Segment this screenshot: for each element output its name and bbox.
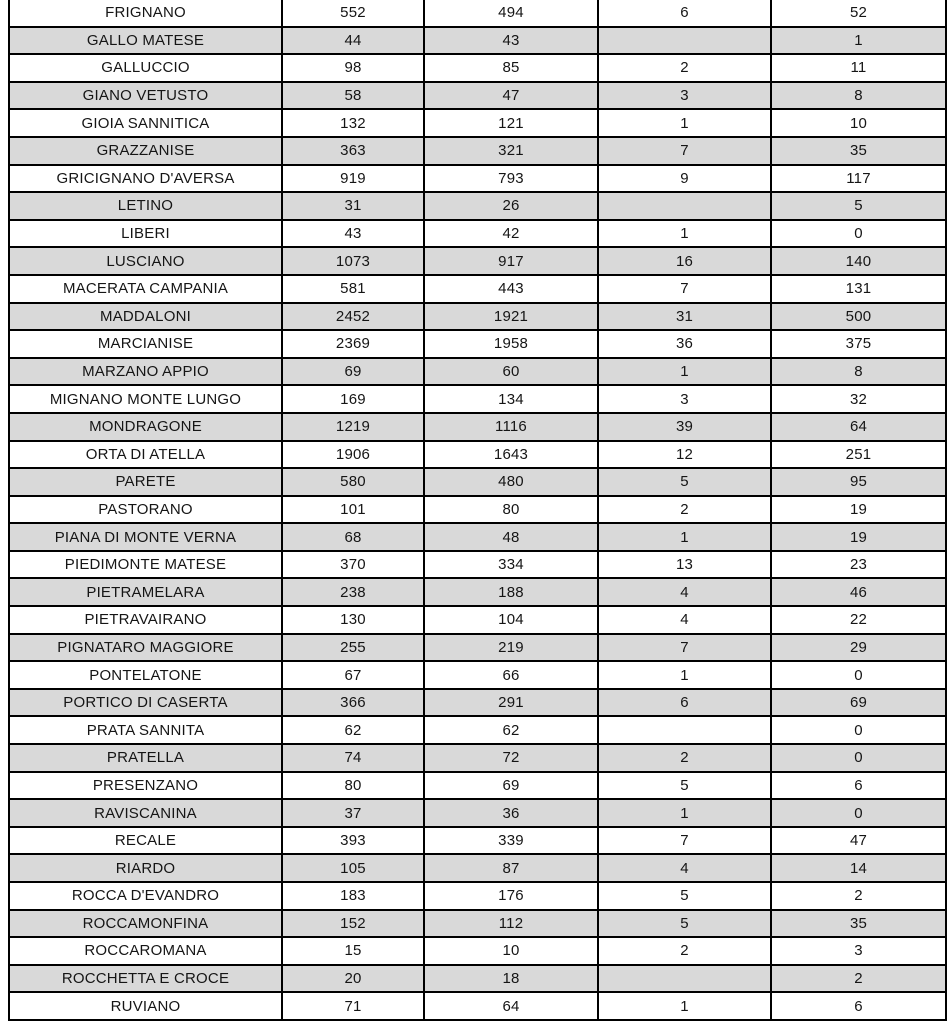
value-cell: 20: [282, 965, 424, 993]
value-cell: 101: [282, 496, 424, 524]
municipality-name-cell: MARZANO APPIO: [9, 358, 282, 386]
municipality-name-cell: PASTORANO: [9, 496, 282, 524]
value-cell: 9: [598, 165, 771, 193]
value-cell: 0: [771, 661, 946, 689]
table-row: [9, 716, 946, 744]
value-cell: 251: [771, 441, 946, 469]
table-row: [9, 385, 946, 413]
value-cell: 48: [424, 523, 598, 551]
value-cell: 36: [598, 330, 771, 358]
value-cell: 12: [598, 441, 771, 469]
municipality-name-cell: GALLO MATESE: [9, 27, 282, 55]
municipality-data-table: [8, 0, 947, 1021]
value-cell: 793: [424, 165, 598, 193]
value-cell: 72: [424, 744, 598, 772]
value-cell: 131: [771, 275, 946, 303]
table-row: [9, 330, 946, 358]
municipality-name-cell: PIANA DI MONTE VERNA: [9, 523, 282, 551]
value-cell: 69: [771, 689, 946, 717]
table-row: [9, 54, 946, 82]
value-cell: 255: [282, 634, 424, 662]
value-cell: 4: [598, 854, 771, 882]
municipality-name-cell: ROCCHETTA E CROCE: [9, 965, 282, 993]
value-cell: 31: [598, 303, 771, 331]
municipality-name-cell: RIARDO: [9, 854, 282, 882]
table-row: [9, 606, 946, 634]
municipality-name-cell: PIETRAVAIRANO: [9, 606, 282, 634]
value-cell: 66: [424, 661, 598, 689]
value-cell: 2: [771, 965, 946, 993]
value-cell: 1: [771, 27, 946, 55]
value-cell: 1: [598, 523, 771, 551]
value-cell: 1958: [424, 330, 598, 358]
municipality-name-cell: GIANO VETUSTO: [9, 82, 282, 110]
value-cell: 134: [424, 385, 598, 413]
value-cell: 60: [424, 358, 598, 386]
value-cell: 183: [282, 882, 424, 910]
value-cell: 8: [771, 358, 946, 386]
value-cell: 16: [598, 247, 771, 275]
value-cell: 5: [598, 772, 771, 800]
table-row: [9, 496, 946, 524]
value-cell: 2369: [282, 330, 424, 358]
value-cell: 152: [282, 910, 424, 938]
municipality-name-cell: RAVISCANINA: [9, 799, 282, 827]
value-cell: 68: [282, 523, 424, 551]
value-cell: [598, 965, 771, 993]
value-cell: 105: [282, 854, 424, 882]
municipality-name-cell: LETINO: [9, 192, 282, 220]
table-row: [9, 275, 946, 303]
value-cell: 2: [598, 744, 771, 772]
table-row: [9, 661, 946, 689]
municipality-name-cell: ROCCA D'EVANDRO: [9, 882, 282, 910]
municipality-name-cell: ROCCAROMANA: [9, 937, 282, 965]
municipality-name-cell: GALLUCCIO: [9, 54, 282, 82]
value-cell: 5: [598, 468, 771, 496]
value-cell: 7: [598, 137, 771, 165]
value-cell: 2: [598, 54, 771, 82]
value-cell: 2: [598, 496, 771, 524]
value-cell: 0: [771, 799, 946, 827]
value-cell: 6: [771, 992, 946, 1020]
value-cell: 52: [771, 0, 946, 27]
value-cell: 169: [282, 385, 424, 413]
value-cell: 112: [424, 910, 598, 938]
table-row: [9, 772, 946, 800]
table-row: [9, 82, 946, 110]
value-cell: 1116: [424, 413, 598, 441]
municipality-name-cell: MIGNANO MONTE LUNGO: [9, 385, 282, 413]
value-cell: 1906: [282, 441, 424, 469]
table-row: [9, 247, 946, 275]
value-cell: 5: [598, 882, 771, 910]
value-cell: 1: [598, 799, 771, 827]
municipality-name-cell: MARCIANISE: [9, 330, 282, 358]
value-cell: 500: [771, 303, 946, 331]
value-cell: 0: [771, 220, 946, 248]
value-cell: 132: [282, 109, 424, 137]
value-cell: 80: [424, 496, 598, 524]
value-cell: 8: [771, 82, 946, 110]
municipality-name-cell: RUVIANO: [9, 992, 282, 1020]
value-cell: 6: [598, 0, 771, 27]
table-row: [9, 965, 946, 993]
value-cell: 11: [771, 54, 946, 82]
value-cell: [598, 716, 771, 744]
value-cell: 39: [598, 413, 771, 441]
table-row: [9, 523, 946, 551]
value-cell: 98: [282, 54, 424, 82]
table-row: [9, 0, 946, 27]
value-cell: 919: [282, 165, 424, 193]
value-cell: 321: [424, 137, 598, 165]
value-cell: 47: [424, 82, 598, 110]
value-cell: 44: [282, 27, 424, 55]
value-cell: 47: [771, 827, 946, 855]
value-cell: 104: [424, 606, 598, 634]
value-cell: 80: [282, 772, 424, 800]
table-row: [9, 578, 946, 606]
table-row: [9, 109, 946, 137]
table-row: [9, 165, 946, 193]
value-cell: 1073: [282, 247, 424, 275]
value-cell: 42: [424, 220, 598, 248]
municipality-name-cell: PARETE: [9, 468, 282, 496]
municipality-name-cell: PIEDIMONTE MATESE: [9, 551, 282, 579]
value-cell: 580: [282, 468, 424, 496]
table-row: [9, 413, 946, 441]
value-cell: 2: [598, 937, 771, 965]
value-cell: 1643: [424, 441, 598, 469]
municipality-name-cell: GRICIGNANO D'AVERSA: [9, 165, 282, 193]
value-cell: 1921: [424, 303, 598, 331]
municipality-name-cell: GRAZZANISE: [9, 137, 282, 165]
value-cell: 74: [282, 744, 424, 772]
value-cell: 2452: [282, 303, 424, 331]
municipality-name-cell: MADDALONI: [9, 303, 282, 331]
table-row: [9, 854, 946, 882]
value-cell: 1: [598, 661, 771, 689]
value-cell: 15: [282, 937, 424, 965]
value-cell: 37: [282, 799, 424, 827]
value-cell: 36: [424, 799, 598, 827]
value-cell: 29: [771, 634, 946, 662]
value-cell: 363: [282, 137, 424, 165]
value-cell: 480: [424, 468, 598, 496]
table-row: [9, 441, 946, 469]
value-cell: 19: [771, 496, 946, 524]
value-cell: 87: [424, 854, 598, 882]
value-cell: 130: [282, 606, 424, 634]
value-cell: 43: [282, 220, 424, 248]
value-cell: 917: [424, 247, 598, 275]
table-row: [9, 192, 946, 220]
table-row: [9, 882, 946, 910]
value-cell: 69: [282, 358, 424, 386]
value-cell: 13: [598, 551, 771, 579]
value-cell: 23: [771, 551, 946, 579]
municipality-name-cell: FRIGNANO: [9, 0, 282, 27]
value-cell: 3: [598, 385, 771, 413]
value-cell: 3: [771, 937, 946, 965]
value-cell: 1: [598, 220, 771, 248]
value-cell: 32: [771, 385, 946, 413]
value-cell: 4: [598, 606, 771, 634]
table-row: [9, 799, 946, 827]
table-row: [9, 27, 946, 55]
table-row: [9, 689, 946, 717]
value-cell: 7: [598, 275, 771, 303]
value-cell: 366: [282, 689, 424, 717]
value-cell: 62: [424, 716, 598, 744]
table-row: [9, 303, 946, 331]
value-cell: 4: [598, 578, 771, 606]
value-cell: 1: [598, 992, 771, 1020]
municipality-name-cell: GIOIA SANNITICA: [9, 109, 282, 137]
table-row: [9, 744, 946, 772]
municipality-name-cell: PIGNATARO MAGGIORE: [9, 634, 282, 662]
municipality-name-cell: LIBERI: [9, 220, 282, 248]
value-cell: 67: [282, 661, 424, 689]
value-cell: 117: [771, 165, 946, 193]
municipality-name-cell: PIETRAMELARA: [9, 578, 282, 606]
value-cell: 7: [598, 634, 771, 662]
value-cell: 64: [771, 413, 946, 441]
value-cell: 71: [282, 992, 424, 1020]
table-row: [9, 358, 946, 386]
value-cell: 219: [424, 634, 598, 662]
municipality-name-cell: PORTICO DI CASERTA: [9, 689, 282, 717]
value-cell: 3: [598, 82, 771, 110]
table-row: [9, 910, 946, 938]
municipality-name-cell: ORTA DI ATELLA: [9, 441, 282, 469]
value-cell: 18: [424, 965, 598, 993]
value-cell: 339: [424, 827, 598, 855]
value-cell: 0: [771, 716, 946, 744]
value-cell: 14: [771, 854, 946, 882]
municipality-name-cell: ROCCAMONFINA: [9, 910, 282, 938]
value-cell: 494: [424, 0, 598, 27]
municipality-table-container: [8, 0, 945, 1021]
value-cell: 393: [282, 827, 424, 855]
municipality-name-cell: MACERATA CAMPANIA: [9, 275, 282, 303]
value-cell: [598, 27, 771, 55]
table-row: [9, 220, 946, 248]
table-row: [9, 634, 946, 662]
value-cell: 69: [424, 772, 598, 800]
value-cell: 370: [282, 551, 424, 579]
value-cell: 581: [282, 275, 424, 303]
municipality-name-cell: PRESENZANO: [9, 772, 282, 800]
municipality-name-cell: MONDRAGONE: [9, 413, 282, 441]
value-cell: 62: [282, 716, 424, 744]
value-cell: 238: [282, 578, 424, 606]
value-cell: 6: [598, 689, 771, 717]
value-cell: 43: [424, 27, 598, 55]
value-cell: 1219: [282, 413, 424, 441]
municipality-name-cell: PONTELATONE: [9, 661, 282, 689]
table-row: [9, 937, 946, 965]
municipality-name-cell: LUSCIANO: [9, 247, 282, 275]
value-cell: 1: [598, 358, 771, 386]
value-cell: 291: [424, 689, 598, 717]
value-cell: 7: [598, 827, 771, 855]
municipality-name-cell: PRATELLA: [9, 744, 282, 772]
municipality-name-cell: PRATA SANNITA: [9, 716, 282, 744]
value-cell: 31: [282, 192, 424, 220]
value-cell: 22: [771, 606, 946, 634]
table-row: [9, 827, 946, 855]
table-row: [9, 551, 946, 579]
value-cell: 5: [598, 910, 771, 938]
value-cell: 10: [771, 109, 946, 137]
table-body: [9, 0, 946, 1020]
municipality-name-cell: RECALE: [9, 827, 282, 855]
value-cell: 121: [424, 109, 598, 137]
value-cell: 95: [771, 468, 946, 496]
value-cell: 334: [424, 551, 598, 579]
value-cell: 375: [771, 330, 946, 358]
value-cell: 5: [771, 192, 946, 220]
value-cell: 140: [771, 247, 946, 275]
value-cell: 1: [598, 109, 771, 137]
value-cell: 552: [282, 0, 424, 27]
value-cell: 19: [771, 523, 946, 551]
value-cell: 26: [424, 192, 598, 220]
value-cell: 188: [424, 578, 598, 606]
value-cell: 2: [771, 882, 946, 910]
value-cell: [598, 192, 771, 220]
value-cell: 85: [424, 54, 598, 82]
value-cell: 176: [424, 882, 598, 910]
table-row: [9, 468, 946, 496]
value-cell: 443: [424, 275, 598, 303]
value-cell: 46: [771, 578, 946, 606]
value-cell: 58: [282, 82, 424, 110]
value-cell: 0: [771, 744, 946, 772]
table-row: [9, 137, 946, 165]
value-cell: 35: [771, 137, 946, 165]
value-cell: 35: [771, 910, 946, 938]
value-cell: 64: [424, 992, 598, 1020]
value-cell: 6: [771, 772, 946, 800]
value-cell: 10: [424, 937, 598, 965]
table-row: [9, 992, 946, 1020]
